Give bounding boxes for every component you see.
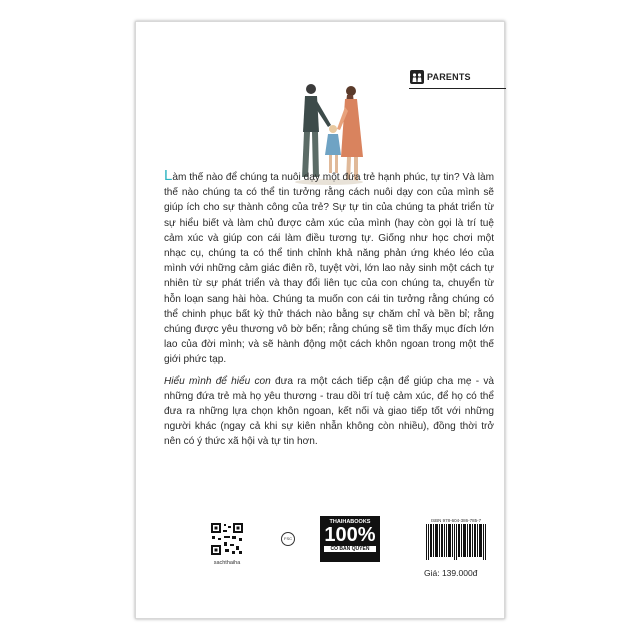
blurb-paragraph-2-text: đưa ra một cách tiếp cận để giúp cha mẹ - và những đứa trẻ mà họ yêu thương - trau dồi trí tuệ cảm xúc, để họ có thể đưa ra những lựa chọn khôn ngoan, kết nối và giao tiếp tốt với những người khác (ngay cả khi sự kiên nhẫn không còn nhiều), đồng thời trở nên có ý thức xã hội và tự tin hơn. bbox=[164, 375, 494, 448]
publisher-name: THAIHABOOKS bbox=[329, 519, 371, 525]
series-label: PARENTS bbox=[427, 72, 471, 82]
copyright-badge bbox=[320, 516, 380, 562]
drop-cap: L bbox=[164, 167, 173, 184]
parents-logo-icon bbox=[410, 70, 424, 84]
blurb-paragraph-1 bbox=[164, 167, 494, 368]
back-cover bbox=[135, 21, 505, 619]
blurb-paragraph-2 bbox=[164, 374, 494, 450]
qr-code bbox=[210, 522, 244, 556]
badge-subtitle: CÓ BẢN QUYỀN bbox=[324, 546, 376, 552]
qr-caption: sachthaiha bbox=[213, 560, 241, 566]
barcode bbox=[424, 518, 488, 566]
fsc-logo: FSC bbox=[281, 532, 295, 546]
barcode-bars bbox=[424, 524, 488, 564]
series-logo bbox=[410, 70, 471, 84]
blurb bbox=[164, 167, 494, 456]
price-label: Giá: 139.000đ bbox=[424, 568, 478, 578]
book-title-inline: Hiểu mình để hiểu con bbox=[164, 375, 271, 387]
isbn-text: ISBN 978-604-386-785-7 bbox=[430, 518, 482, 523]
badge-percent: 100% bbox=[324, 524, 376, 546]
series-divider bbox=[409, 88, 506, 89]
blurb-paragraph-1-text: àm thế nào để chúng ta nuôi dạy một đứa trẻ hạnh phúc, tự tin? Và làm thế nào chúng ta có thể tin tưởng rằng cách nuôi dạy con của mình sẽ giúp ích cho sự thành công của trẻ? Sự tự tin của chúng ta phát triển từ sự hiểu biết và làm chủ được cảm xúc của mình (hay còn gọi là trí tuệ cảm xúc và giúp con cái làm điều tương tự. Giống như học chơi một nhạc cụ, chúng ta có thể tinh chỉnh khả năng phản ứng khéo léo của mình với những cảm giác điên rồ, tuyệt vời, lớn lao nảy sinh một cách tự nhiên từ sự phát triển và thay đổi liên tục của con chúng ta, chuyển từ hỗn loạn sang hài hòa. Chúng ta muốn con cái tin tưởng rằng chúng có thể chinh phục bất kỳ thử thách nào bằng sự chăm chỉ và bền bỉ; rằng chúng được yêu thương vô bờ bến; rằng chúng sẽ tìm thấy mục đích lớn lao của đời mình; và sẽ hành động một cách khôn ngoan trong một thế giới phức tạp. bbox=[164, 172, 494, 366]
